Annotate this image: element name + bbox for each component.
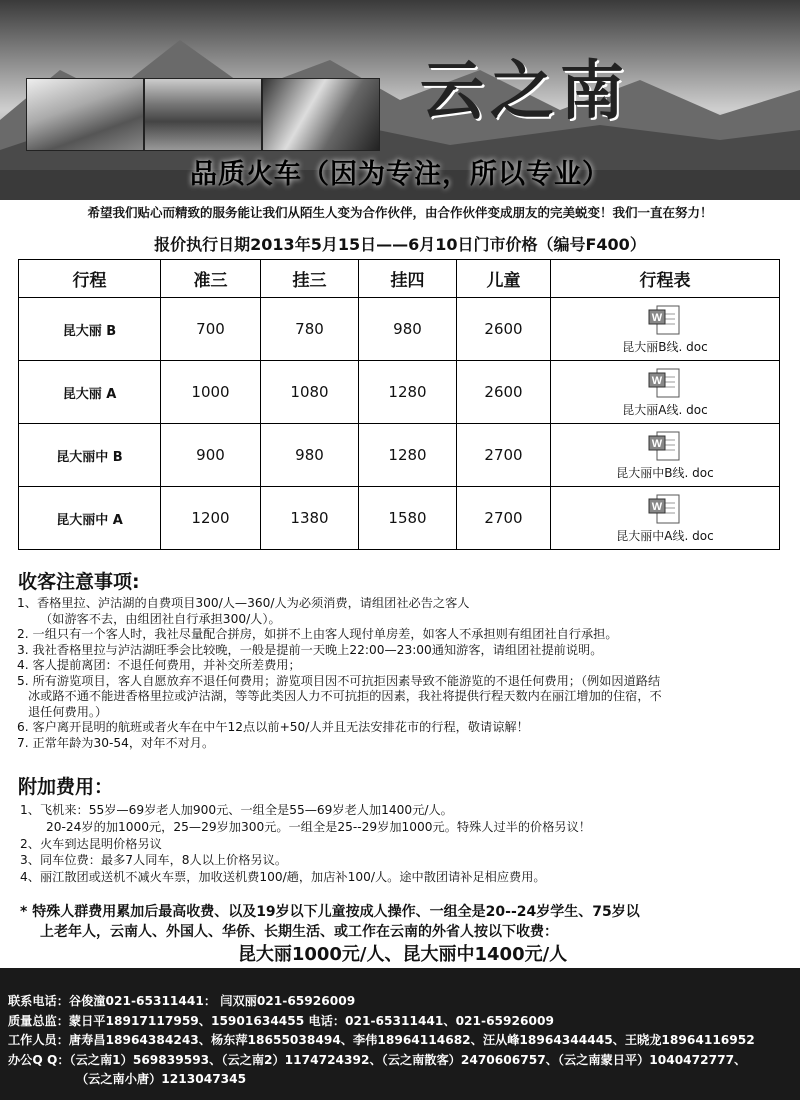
column-header: 儿童 bbox=[457, 260, 551, 298]
fees-heading: 附加费用： bbox=[18, 776, 114, 798]
itinerary-cell bbox=[551, 361, 780, 424]
list-item: 3. 我社香格里拉与泸沽湖旺季会比较晚，一般是提前一天晚上22:00—23:00通知游客，请组团社提前说明。 bbox=[17, 642, 603, 657]
special-price: 昆大丽1000元/人、昆大丽中1400元/人 bbox=[237, 944, 568, 965]
fees-list bbox=[20, 802, 785, 886]
itinerary-cell bbox=[551, 298, 780, 361]
route-cell: 昆大丽中 A bbox=[19, 487, 161, 550]
doc-attachment[interactable] bbox=[622, 304, 707, 355]
contact-phone: 联系电话：谷俊潼021-65311441： 闫双丽021-65926009 bbox=[8, 994, 356, 1008]
word-document-icon bbox=[645, 430, 685, 462]
contact-qq-continued: （云之南小唐）1213047345 bbox=[76, 1072, 247, 1086]
column-header: 挂三 bbox=[261, 260, 359, 298]
contact-footer bbox=[0, 968, 800, 1100]
price-cell: 1200 bbox=[161, 487, 261, 550]
price-cell: 1580 bbox=[359, 487, 457, 550]
contact-qq: 办公Q Q：（云之南1）569839593、（云之南2）1174724392、（云之南散客）2470606757、（云之南蒙日平）1040472777、 bbox=[8, 1052, 747, 1067]
doc-attachment[interactable] bbox=[622, 367, 707, 418]
list-item: 冰或路不通不能进香格里拉或泸沽湖，等等此类因人力不可抗拒的因素，我社将提供行程天数内在丽江增加的住宿，不 bbox=[28, 689, 662, 703]
doc-filename: 昆大丽B线. doc bbox=[622, 339, 708, 354]
doc-attachment[interactable] bbox=[616, 430, 713, 481]
contact-staff: 工作人员：唐寿昌18964384243、杨东萍18655038494、李伟18964114682、汪从峰18964344445、王晓龙18964116952 bbox=[8, 1033, 755, 1047]
price-cell: 1280 bbox=[359, 361, 457, 424]
column-header: 准三 bbox=[161, 260, 261, 298]
list-item: 6. 客户离开昆明的航班或者火车在中午12点以前+50/人并且无法安排花市的行程，敬请谅解！ bbox=[17, 720, 529, 734]
price-cell: 900 bbox=[161, 424, 261, 487]
price-cell: 2600 bbox=[457, 361, 551, 424]
price-table bbox=[18, 259, 780, 550]
doc-attachment[interactable] bbox=[616, 493, 713, 544]
contact-manager: 质量总监：蒙日平18917117959、15901634455 电话：021-65311441、021-65926009 bbox=[8, 1013, 554, 1028]
word-document-icon bbox=[645, 493, 685, 525]
list-item: 2、火车到达昆明价格另议 bbox=[20, 836, 162, 851]
price-cell: 1000 bbox=[161, 361, 261, 424]
header-banner bbox=[0, 0, 800, 200]
brand-logo: 云之南 bbox=[420, 54, 630, 129]
river-gorge-photo bbox=[262, 78, 380, 151]
route-cell: 昆大丽 B bbox=[19, 298, 161, 361]
special-line: 上老年人，云南人、外国人、华侨、长期生活、或工作在云南的外省人按以下收费： bbox=[40, 924, 558, 940]
table-header-row bbox=[19, 260, 780, 298]
table-row bbox=[19, 361, 780, 424]
column-header: 行程 bbox=[19, 260, 161, 298]
route-cell: 昆大丽 A bbox=[19, 361, 161, 424]
list-item: 1、香格里拉、泸沽湖的自费项目300/人—360/人为必须消费，请组团社必告之客人 bbox=[17, 596, 470, 610]
svg-text:W: W bbox=[651, 374, 663, 387]
word-document-icon bbox=[645, 367, 685, 399]
special-line: * 特殊人群费用累加后最高收费、以及19岁以下儿童按成人操作、一组全是20--24岁学生、75岁以 bbox=[20, 904, 640, 920]
column-header: 挂四 bbox=[359, 260, 457, 298]
list-item: 4. 客人提前离团：不退任何费用，并补交所差费用； bbox=[17, 658, 301, 672]
slogan: 希望我们贴心而精致的服务能让我们从陌生人变为合作伙伴，由合作伙伴变成朋友的完美蜕变！我们一直在努力！ bbox=[87, 205, 713, 220]
price-cell: 780 bbox=[261, 298, 359, 361]
svg-text:W: W bbox=[651, 437, 663, 450]
price-cell: 1380 bbox=[261, 487, 359, 550]
price-cell: 1280 bbox=[359, 424, 457, 487]
doc-filename: 昆大丽中B线. doc bbox=[616, 465, 714, 480]
price-date-line: 报价执行日期2013年5月15日——6月10日门市价格（编号F400） bbox=[154, 235, 646, 254]
list-item: 20-24岁的加1000元，25—29岁加300元。一组全是25--29岁加1000元。特殊人过半的价格另议！ bbox=[46, 819, 591, 834]
list-item: 4、丽江散团或送机不减火车票，加收送机费100/趟，加店补100/人。途中散团请补足相应费用。 bbox=[20, 870, 546, 885]
list-item: 退任何费用。） bbox=[28, 704, 108, 719]
itinerary-cell bbox=[551, 487, 780, 550]
price-cell: 700 bbox=[161, 298, 261, 361]
table-row bbox=[19, 298, 780, 361]
table-row bbox=[19, 424, 780, 487]
notes-heading: 收客注意事项: bbox=[18, 571, 140, 593]
page-title: 品质火车（因为专注，所以专业） bbox=[190, 159, 610, 190]
doc-filename: 昆大丽A线. doc bbox=[622, 402, 708, 417]
svg-text:W: W bbox=[651, 500, 663, 513]
price-cell: 1080 bbox=[261, 361, 359, 424]
list-item: 2. 一组只有一个客人时，我社尽量配合拼房，如拼不上由客人现付单房差，如客人不承担则有组团社自行承担。 bbox=[17, 627, 618, 641]
list-item: 1、飞机来：55岁—69岁老人加900元、一组全是55—69岁老人加1400元/人。 bbox=[20, 803, 453, 817]
itinerary-cell bbox=[551, 424, 780, 487]
special-pricing-note bbox=[20, 902, 785, 965]
list-item: 3、同车位费：最多7人同车，8人以上价格另议。 bbox=[20, 853, 288, 868]
doc-filename: 昆大丽中A线. doc bbox=[616, 528, 714, 543]
list-item: 5. 所有游览项目，客人自愿放弃不退任何费用；游览项目因不可抗拒因素导致不能游览的不退任何费用；（例如因道路结 bbox=[17, 673, 661, 688]
notes-list bbox=[17, 596, 787, 751]
price-cell: 2700 bbox=[457, 424, 551, 487]
price-cell: 980 bbox=[261, 424, 359, 487]
list-item: （如游客不去，由组团社自行承担300/人）。 bbox=[40, 611, 281, 626]
word-document-icon bbox=[645, 304, 685, 336]
list-item: 7. 正常年龄为30-54，对年不对月。 bbox=[17, 735, 215, 750]
svg-text:W: W bbox=[651, 311, 663, 324]
price-cell: 2700 bbox=[457, 487, 551, 550]
price-cell: 2600 bbox=[457, 298, 551, 361]
old-town-photo bbox=[144, 78, 262, 151]
snow-mountain-photo bbox=[26, 78, 144, 151]
route-cell: 昆大丽中 B bbox=[19, 424, 161, 487]
table-row bbox=[19, 487, 780, 550]
price-cell: 980 bbox=[359, 298, 457, 361]
column-header: 行程表 bbox=[551, 260, 780, 298]
